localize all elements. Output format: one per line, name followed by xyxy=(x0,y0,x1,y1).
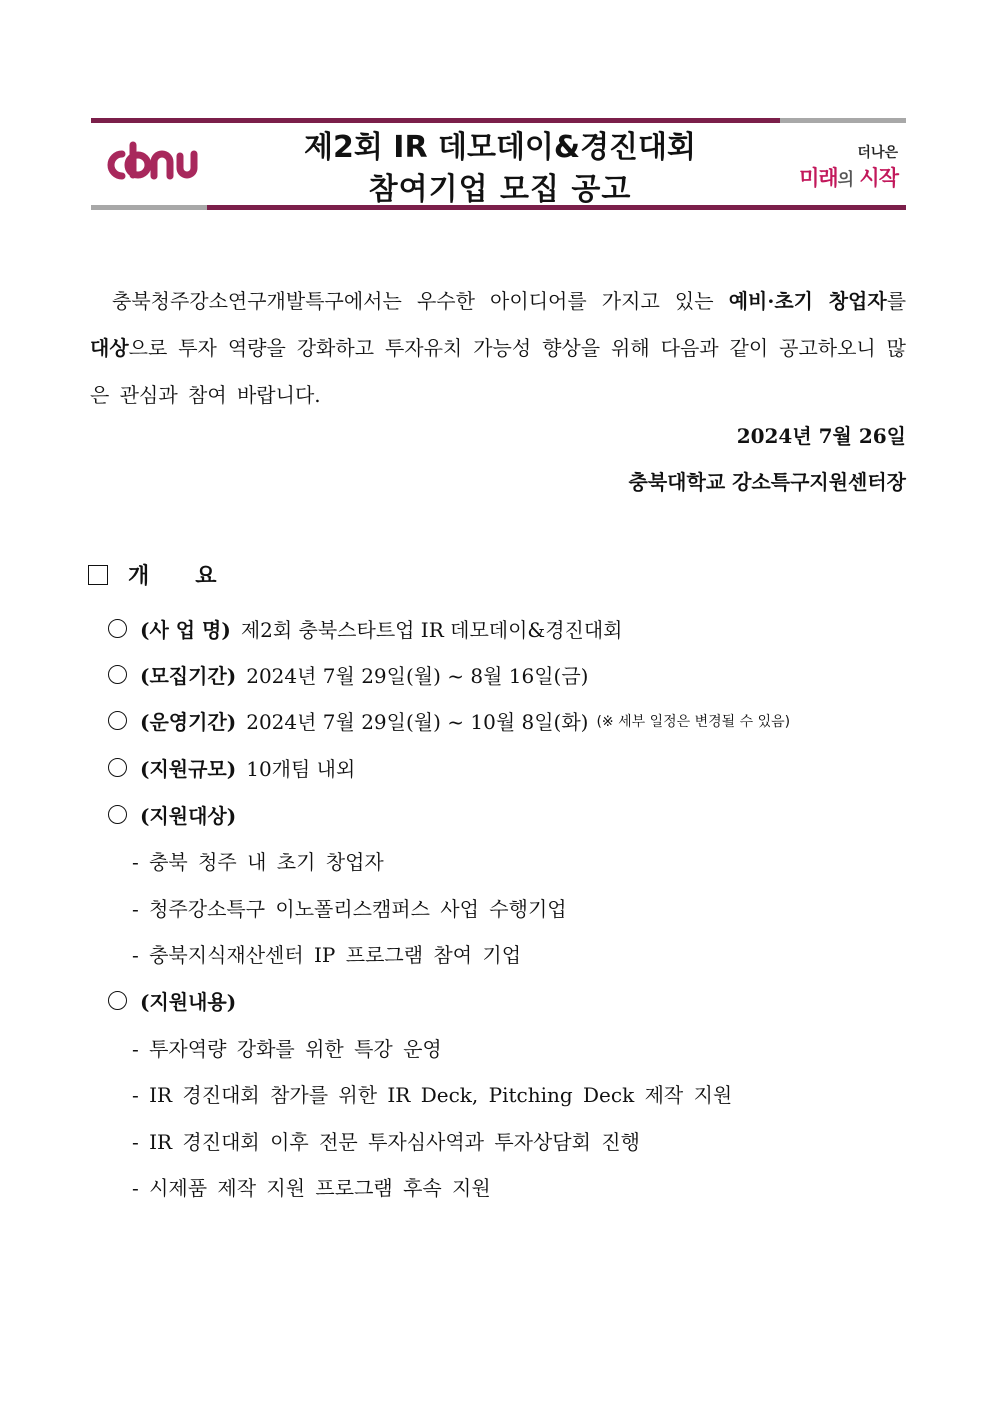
overview-item-name: (사 업 명) 제2회 충북스타트업 IR 데모데이&경진대회 xyxy=(108,614,623,643)
bullet-circle-icon xyxy=(108,805,127,824)
content-list-item: - IR 경진대회 이후 전문 투자심사역과 투자상담회 진행 xyxy=(132,1130,640,1154)
content-list-item: - IR 경진대회 참가를 위한 IR Deck, Pitching Deck 제작 지원 xyxy=(132,1083,733,1107)
header-bottom-rule-accent xyxy=(91,205,207,210)
target-list-item: - 충북 청주 내 초기 창업자 xyxy=(132,850,384,874)
overview-item-recruit-period: (모집기간) 2024년 7월 29일(월) ~ 8월 16일(금) xyxy=(108,660,588,689)
slogan-small: 더나은 xyxy=(857,145,898,161)
overview-item-operation-period: (운영기간) 2024년 7월 29일(월) ~ 10월 8일(화) (※ 세부 일정은 변경될 수 있음) xyxy=(108,706,790,735)
bullet-circle-icon xyxy=(108,991,127,1010)
page-title-line2: 참여기업 모집 공고 xyxy=(368,172,632,207)
announcement-signer: 충북대학교 강소특구지원센터장 xyxy=(628,470,906,494)
section-title: 개 요 xyxy=(128,563,217,589)
bullet-circle-icon xyxy=(108,665,127,684)
overview-item-contents: (지원내용) xyxy=(108,986,246,1015)
intro-paragraph: 충북청주강소연구개발특구에서는 우수한 아이디어를 가지고 있는 예비·초기 창업자를 대상으로 투자 역량을 강화하고 투자유치 가능성 향상을 위해 다음과 같이 공고하오니 많은 관심과 참여 바랍니다. xyxy=(90,289,907,407)
content-list-item: - 투자역량 강화를 위한 특강 운영 xyxy=(132,1037,442,1061)
bullet-circle-icon xyxy=(108,619,127,638)
section-box-icon xyxy=(88,565,108,585)
schedule-note: (※ 세부 일정은 변경될 수 있음) xyxy=(596,713,791,730)
overview-item-scale: (지원규모) 10개팀 내외 xyxy=(108,753,355,782)
overview-item-target: (지원대상) xyxy=(108,800,246,829)
bullet-circle-icon xyxy=(108,758,127,777)
announcement-date: 2024년 7월 26일 xyxy=(736,424,906,448)
page-title-line1: 제2회 IR 데모데이&경진대회 xyxy=(304,130,696,165)
cbnu-logo xyxy=(100,140,200,190)
slogan-big: 미래의 시작 xyxy=(799,166,898,190)
target-list-item: - 충북지식재산센터 IP 프로그램 참여 기업 xyxy=(132,943,522,967)
target-list-item: - 청주강소특구 이노폴리스캠퍼스 사업 수행기업 xyxy=(132,897,567,921)
slogan-logo xyxy=(786,136,906,194)
content-list-item: - 시제품 제작 지원 프로그램 후속 지원 xyxy=(132,1176,491,1200)
intro-bold-target: 예비·초기 창업자 xyxy=(728,289,887,313)
header-top-rule-accent xyxy=(780,118,906,123)
intro-bold-subject: 대상 xyxy=(90,336,129,360)
bullet-circle-icon xyxy=(108,711,127,730)
